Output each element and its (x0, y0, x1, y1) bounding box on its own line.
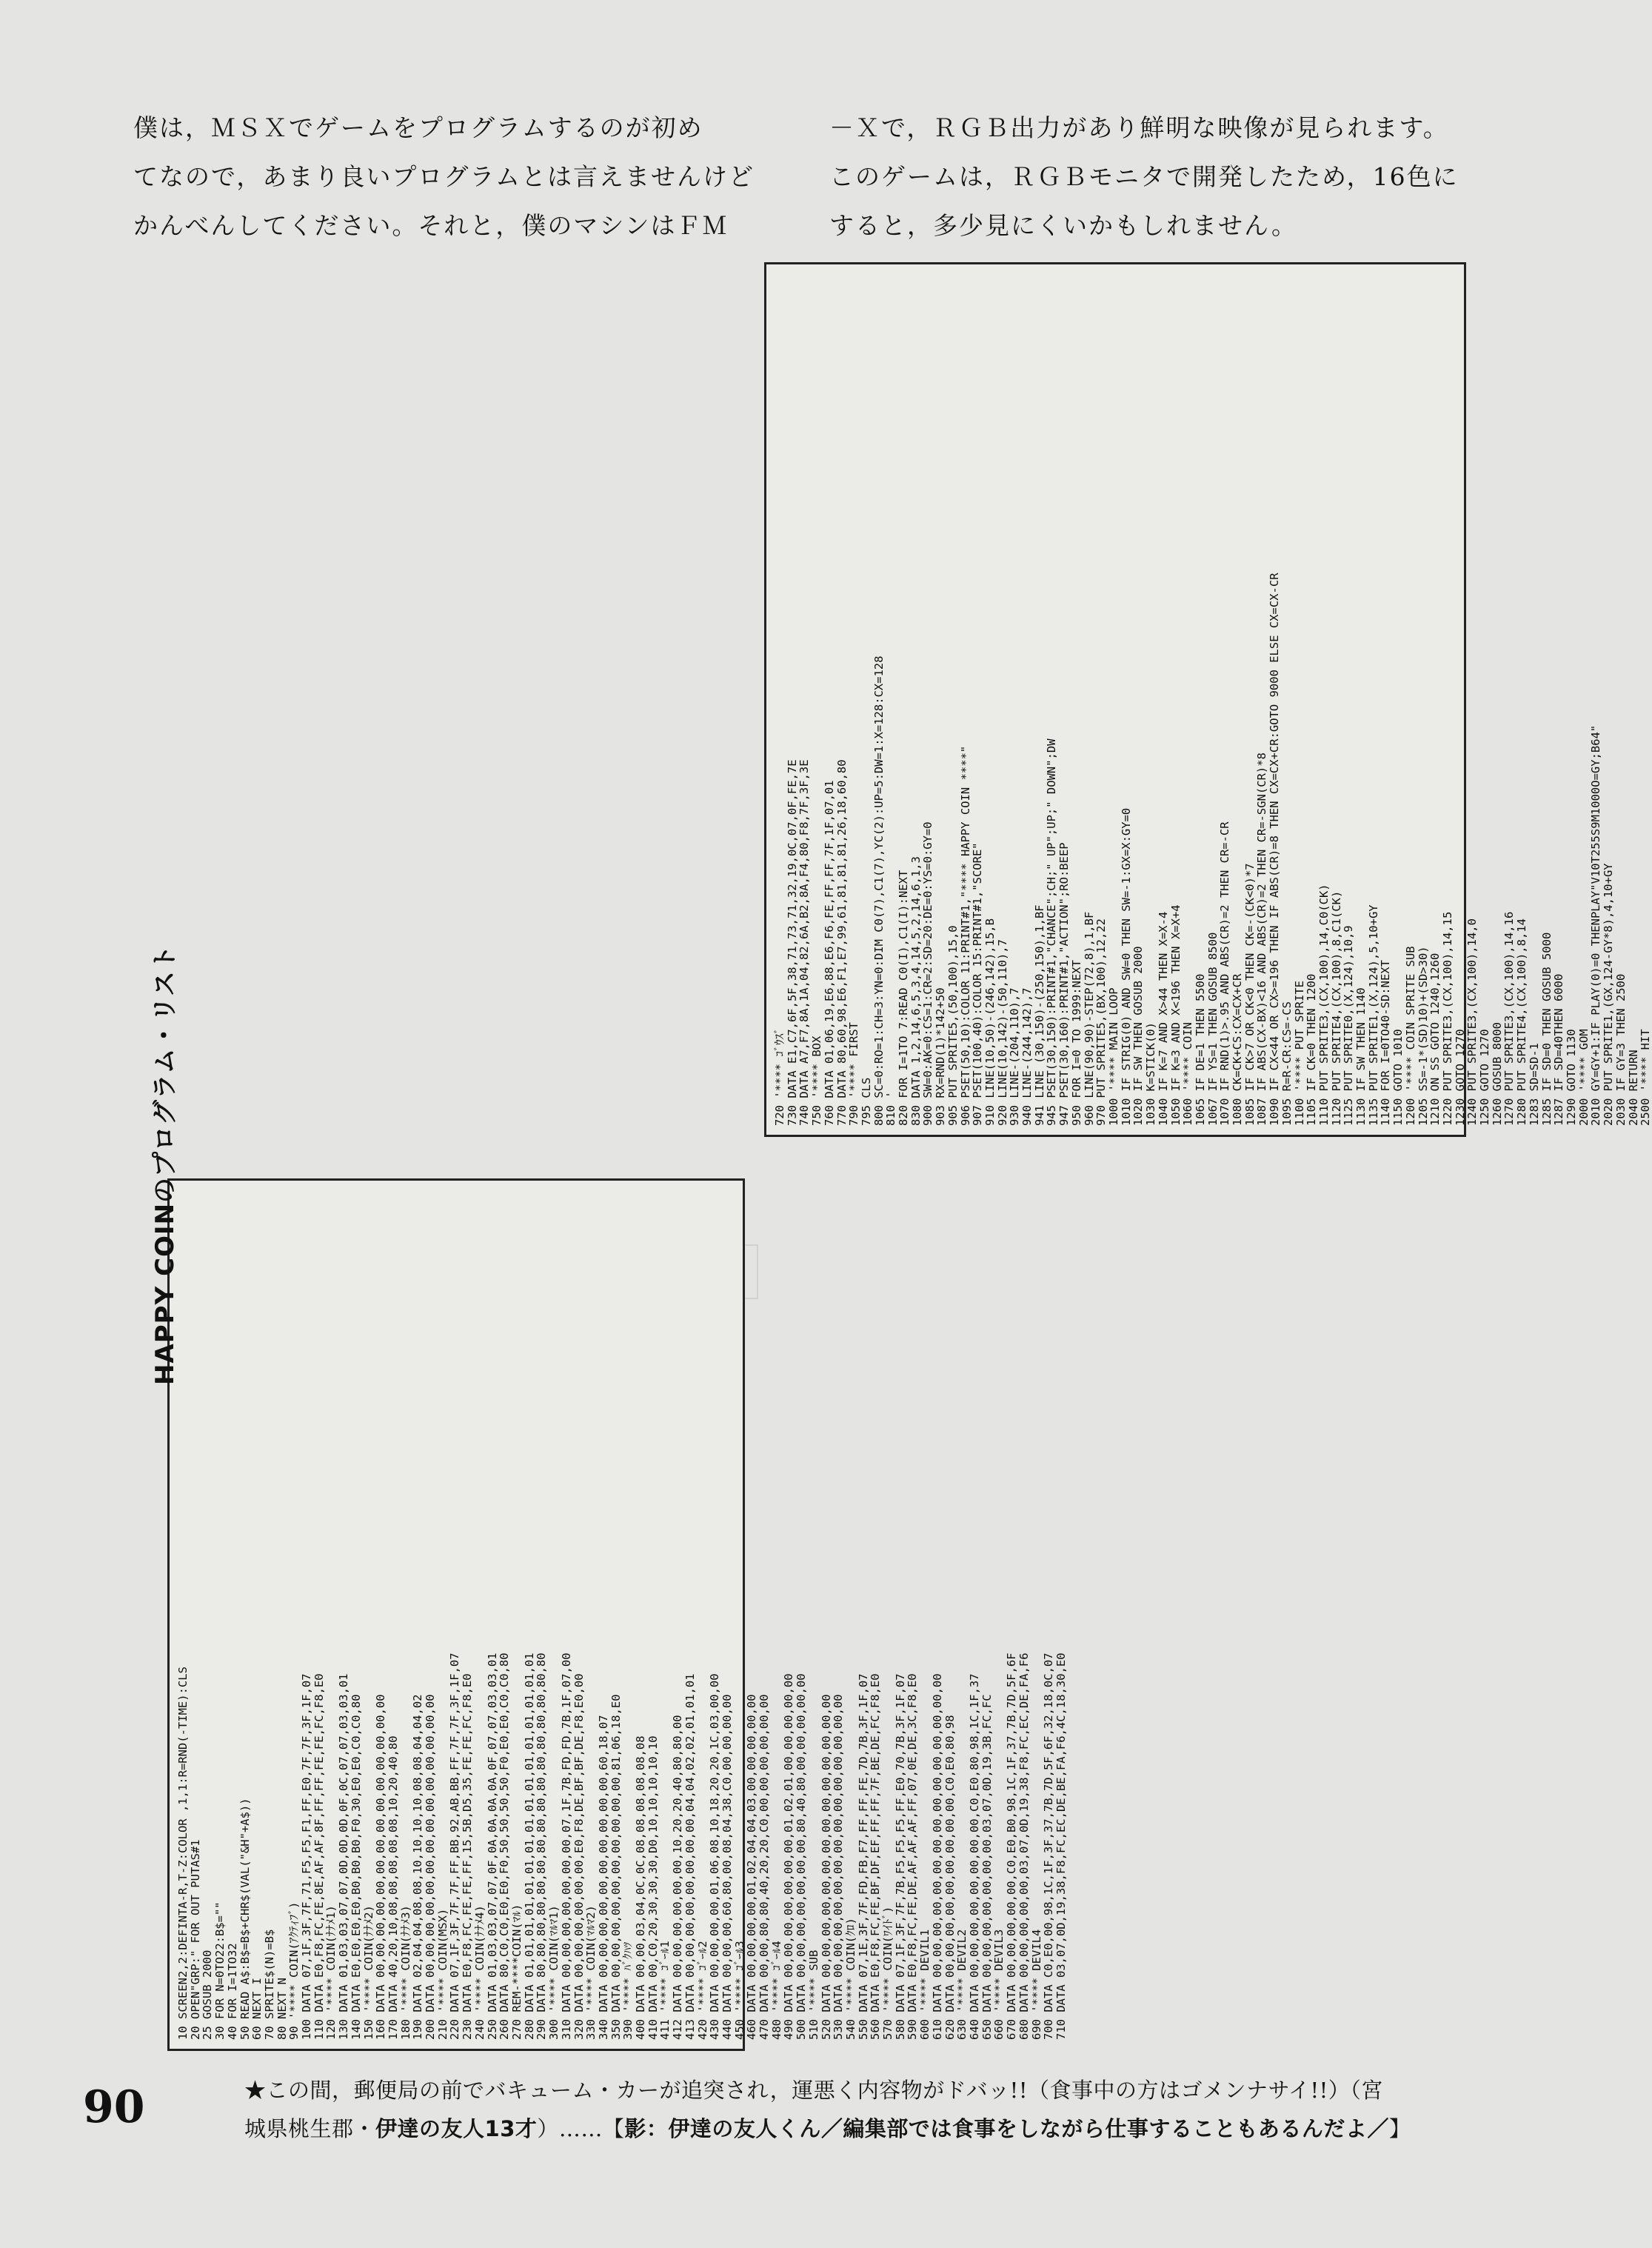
code-line: 550 DATA 07,1E,3F,7F,FD,FB,F7,FF,FF,FE,7D,7B,3F,1F,07 (856, 1673, 870, 2040)
code-line: 1250 GOTO 1270 (1478, 1029, 1492, 1126)
code-line: 2000 '**** GOM (1576, 1029, 1591, 1126)
code-line: 250 DATA 01,03,03,07,07,0F,0A,0A,0A,0A,0F,07,07,03,03,01 (485, 1652, 499, 2040)
code-line: 947 PSET(30,160):PRINT#1,"ACTION";RO:BEEP (1057, 842, 1071, 1126)
code-line: 310 DATA 00,00,00,00,00,00,00,07,1F,7B,FD,FD,7B,1F,07,00 (559, 1652, 573, 2040)
code-line: 1000 '**** MAIN LOOP (1106, 987, 1120, 1126)
code-line: 90 '**** COIN(ｱｸﾃｨﾌﾞ) (287, 1901, 301, 2040)
code-line: 520 DATA 00,00,00,00,00,00,00,00,00,00,00,00,00,00 (819, 1694, 833, 2040)
footer-bracket-close: 】 (1388, 2116, 1411, 2141)
code-line: 950 FOR I=0 TO 1999:NEXT (1069, 960, 1083, 1126)
code-line: 2040 RETURN (1626, 1050, 1640, 1126)
code-line: 640 DATA 00,00,00,00,00,00,00,00,C0,E0,80,98,1C,1F,37 (968, 1673, 981, 2040)
code-line: 1087 IF ABS(CX-BX)<16 AND ABS(CR)=2 THEN CR=-SGN(CR)*8 (1255, 753, 1269, 1126)
code-line: 1095 R=R-CR:CS=-CS (1280, 1001, 1294, 1126)
code-line: 240 '**** COIN(ﾅﾅﾒ4) (472, 1905, 486, 2040)
code-line: 760 DATA 01,06,19,E6,88,E6,F6,FE,FF,FF,7F,1F,07,01 (822, 780, 836, 1126)
code-line: 920 LINE(10,142)-(50,110),7 (995, 939, 1009, 1126)
code-line: 1030 K=STICK(0) (1144, 1022, 1158, 1126)
code-line: 1135 PUT SPRITE1,(X,124),5,10+GY (1366, 904, 1380, 1126)
code-line: 720 '**** ｺﾞｳｽﾞ (773, 1027, 786, 1126)
code-line: 412 DATA 00,00,00,00,00,00,10,20,20,40,80,80,00 (671, 1715, 685, 2040)
code-line: 1100 '**** PUT SPRITE (1292, 981, 1306, 1126)
code-line: 1150 GOTO 1010 (1391, 1029, 1405, 1126)
code-line: 30 FOR N=0TO22:B$="" (213, 1901, 227, 2040)
code-line: 1080 CK=CK+CS:CX=CX+CR (1231, 973, 1245, 1126)
code-line: 700 DATA C0,E0,00,98,1C,1F,3F,37,7B,7D,5F,6F,32,18,0C,07 (1042, 1652, 1056, 2040)
code-line: 20 OPEN"GRP:" FOR OUT PUTAS#1 (188, 1839, 202, 2040)
code-line: 790 '**** FIRST (847, 1022, 861, 1126)
code-line: 795 CLS (859, 1077, 873, 1126)
code-line: 600 '**** DEVIL1 (918, 1929, 932, 2040)
code-line: 180 '**** COIN(ﾅﾅﾒ3) (398, 1905, 412, 2040)
code-line: 530 DATA 00,00,00,00,00,00,00,00,00,00,00,00,00,00 (832, 1694, 846, 2040)
code-line: 1050 IF K=3 AND X<196 THEN X=X+4 (1168, 904, 1183, 1126)
code-line: 1200 '**** COIN SPRITE SUB (1403, 946, 1417, 1126)
code-line: 440 DATA 00,00,00,60,80,00,08,04,38,C0,00,00,00,00 (720, 1694, 734, 2040)
code-line: 340 DATA 00,00,00,00,00,00,00,00,00,00,60,18,07 (596, 1715, 610, 2040)
code-line: 770 DATA 80,60,98,E6,F1,E7,99,61,81,81,81,26,18,60,80 (835, 759, 849, 1126)
code-line: 660 '**** DEVIL3 (992, 1929, 1006, 2040)
code-line: 730 DATA E1,C7,6F,5F,38,71,73,71,32,19,0C,07,0F,FE,7E (785, 759, 799, 1126)
code-line: 810 ' (884, 1091, 898, 1126)
code-line: 2010 GY=GY+1:IF PLAY(0)=0 THENPLAY"V10T255S9M1000O=GY;B64" (1589, 724, 1603, 1126)
code-line: 1140 FOR I=0TO40-SD:NEXT (1379, 960, 1393, 1126)
code-line: 590 DATA E0,F8,FC,FE,DE,AF,AF,AF,FF,07,0E,DE,3C,F8,E0 (906, 1673, 920, 2040)
code-line: 411 '**** ｺﾞｰﾙ1 (658, 1941, 672, 2040)
program-listing-box-left (167, 1178, 1068, 2051)
code-line: 2500 '**** HIT (1639, 1029, 1652, 1126)
code-line: 930 LINE-(204,110),7 (1008, 987, 1022, 1126)
code-line: 960 LINE(90,90)-STEP(72,8),1,BF (1082, 911, 1096, 1126)
code-line: 907 PSET(100,40):COLOR 15:PRINT#1,"SCORE" (971, 842, 985, 1126)
code-line: 900 SW=0:AK=0:CS=1:CR=2:SD=20:DE=0:YS=0:GY=0 (921, 821, 935, 1126)
code-line: 1110 PUT SPRITE3,(CX,100),14,C0(CK) (1317, 884, 1331, 1126)
code-line: 160 DATA 00,00,00,00,00,00,00,00,00,00,00,00,00,00 (374, 1694, 388, 2040)
code-line: 1240 PUT SPRITE3,(CX,100),14,0 (1465, 918, 1479, 1126)
code-line: 230 DATA E0,F8,FC,FE,FE,FF,15,5B,D5,35,FE,FE,FC,F8,E0 (461, 1673, 475, 2040)
page-number: 90 (83, 2081, 145, 2133)
code-line: 280 DATA 01,01,01,01,01,01,01,01,01,01,01,01,01,01,01,01 (522, 1652, 536, 2040)
code-line: 70 SPRITE$(N)=B$ (262, 1929, 276, 2040)
code-line: 1290 GOTO 1130 (1565, 1029, 1578, 1126)
code-line: 750 '**** BOX (810, 1035, 824, 1126)
footer-author: 伊達の友人13才 (375, 2116, 538, 2141)
program-listing-left (176, 1194, 1068, 2040)
code-line: 190 DATA 02,04,04,08,08,10,10,10,10,08,08,04,04,02 (411, 1694, 425, 2040)
code-line: 970 PUT SPRITE5,(BX,100),12,22 (1094, 918, 1108, 1126)
code-line: 1105 IF CK=0 THEN 1200 (1305, 973, 1319, 1126)
code-line: 470 DATA 00,00,80,80,40,20,20,C0,00,00,00,00,00,00 (758, 1694, 772, 2040)
intro-line: 僕は，ＭＳＸでゲームをプログラムするのが初め (133, 113, 703, 142)
code-line: 1220 PUT SPRITE3,(CX,100),14,15 (1440, 911, 1454, 1126)
code-line: 140 DATA E0,E0,E0,E0,B0,B0,B0,F0,30,E0,E0,C0,C0,80 (349, 1694, 363, 2040)
code-line: 710 DATA 03,07,0D,19,38,F8,FC,EC,DE,BE,FA,F6,4C,18,30,E0 (1054, 1652, 1068, 2040)
code-line: 1125 PUT SPRITE0,(X,124),10,9 (1342, 925, 1356, 1126)
footer-editor-comment: 影：伊達の友人くん／編集部では食事をしながら仕事することもあるんだよ／ (624, 2116, 1389, 2141)
code-line: 1283 SD=SD-1 (1527, 1043, 1541, 1126)
intro-line: すると，多少見にくいかもしれません。 (829, 211, 1297, 240)
listing-title: HAPPY COINのプログラム・リスト (150, 944, 180, 1385)
code-line: 320 DATA 00,00,00,00,00,00,E0,F8,DE,BF,BF,DE,F8,E0,00 (572, 1673, 586, 2040)
code-line: 10 SCREEN2,2:DEFINTA-R,T-Z:COLOR ,1,1:R=RND(-TIME):CLS (176, 1667, 190, 2040)
code-line: 1090 IF CX<44 OR CX>=196 THEN IF ABS(CR)=8 THEN CX=CX+CR:GOTO 9000 ELSE CX=CX-CR (1268, 573, 1282, 1126)
code-line: 910 LINE(10,50)-(246,142),15,B (983, 918, 997, 1126)
code-line: 580 DATA 07,1F,3F,7F,7B,F5,F5,F5,FF,E0,70,7B,3F,1F,07 (893, 1673, 907, 2040)
footer-bracket-open: ）……【 (537, 2116, 625, 2141)
code-line: 1020 IF SW THEN GOSUB 2000 (1131, 946, 1146, 1126)
code-line: 500 DATA 00,00,00,00,00,00,00,80,40,80,00,00,00,00,00 (795, 1673, 809, 2040)
code-line: 1210 ON SS GOTO 1240,1260 (1428, 953, 1442, 1126)
code-line: 490 DATA 00,00,00,00,00,00,00,01,02,01,00,00,00,00,00 (782, 1673, 796, 2040)
code-line: 1040 IF K=7 AND X>44 THEN X=X-4 (1156, 911, 1170, 1126)
code-line: 100 DATA 07,1F,3F,7F,71,F5,F5,F1,FF,E0,7F,7F,3F,1F,07 (300, 1673, 314, 2040)
code-line: 410 DATA 00,C0,20,30,30,30,D0,10,10,10,10,10 (646, 1735, 660, 2040)
code-line: 1065 IF DE=1 THEN 5500 (1193, 973, 1207, 1126)
code-line: 60 NEXT I (250, 1978, 264, 2040)
code-line: 906 PSET(50,10):COLOR 11:PRINT#1,"**** HAPPY COIN ****" (958, 745, 972, 1126)
code-line: 830 DATA 1,2,14,6,5,3,4,14,5,2,14,6,1,3 (909, 856, 923, 1126)
code-line: 80 NEXT N (275, 1978, 289, 2040)
code-line: 1070 IF RND(1)>.95 AND ABS(CR)=2 THEN CR=-CR (1218, 821, 1232, 1126)
code-line: 941 LINE (30,150)-(250,150),1,BF (1032, 904, 1046, 1126)
code-line: 220 DATA 07,1F,3F,7F,7F,FF,BB,92,AB,BB,FF,7F,7F,3F,1F,07 (448, 1652, 462, 2040)
code-line: 1287 IF SD=40THEN 6000 (1552, 973, 1566, 1126)
program-listing-right (773, 278, 1652, 1126)
intro-text-left (133, 104, 770, 250)
code-line: 110 DATA E0,F8,FC,FE,8E,AF,AF,8F,FF,FF,FE,FE,FC,F8,E0 (312, 1673, 326, 2040)
code-line: 1285 IF SD=0 THEN GOSUB 5000 (1539, 932, 1554, 1126)
program-listing-box-right (764, 262, 1652, 1137)
code-line: 800 SC=0:RO=1:CH=3:YN=0:DIM C0(7),C1(7),YC(2):UP=5:DW=1:X=128:CX=128 (872, 656, 886, 1126)
code-line: 390 '**** ﾊﾞｸﾊﾂ (621, 1941, 635, 2040)
code-line: 510 '**** SUB (806, 1950, 820, 2040)
code-line: 350 DATA 00,00,00,00,00,00,00,00,00,00,81,06,18,E0 (609, 1694, 623, 2040)
intro-line: －Ｘで，ＲＧＢ出力があり鮮明な映像が見られます。 (829, 113, 1449, 142)
code-line: 940 LINE-(244,142),7 (1020, 987, 1034, 1126)
code-line: 1085 IF CK>7 OR CK<0 THEN CK=-(CK<0)*7 (1243, 863, 1257, 1126)
code-line: 1230 GOTO 1270 (1453, 1029, 1467, 1126)
code-line: 2030 IF GY=3 THEN 2500 (1613, 973, 1628, 1126)
code-line: 420 '**** ｺﾞｰﾙ2 (695, 1941, 709, 2040)
code-line: 1205 SS=-1*(SD)10)+(SD>30) (1416, 946, 1430, 1126)
code-line: 610 DATA 00,00,00,00,00,00,00,00,00,00,00,00,00,00,00 (930, 1673, 944, 2040)
code-line: 460 DATA 00,00,00,00,01,02,04,04,03,00,00,00,00,00 (745, 1694, 759, 2040)
code-line: 413 DATA 00,00,00,00,00,00,00,00,04,04,02,02,01,01,01 (683, 1673, 697, 2040)
code-line: 945 PSET(30,150):PRINT#1,"CHANCE";CH;" UP";UP;" DOWN";DW (1045, 738, 1059, 1126)
code-line: 740 DATA A7,F7,8A,1A,04,82,6A,B2,8A,F4,80,F8,7F,3F,3E (797, 759, 812, 1126)
intro-line: このゲームは，ＲＧＢモニタで開発したため，16色に (829, 162, 1459, 191)
code-line: 680 DATA 00,00,00,00,00,03,07,0D,19,38,F8,FC,EC,DE,FA,F6 (1017, 1652, 1031, 2040)
code-line: 330 '**** COIN(ﾏﾙﾏ2) (584, 1905, 598, 2040)
code-line: 480 '**** ｺﾞｰﾙ4 (769, 1941, 783, 2040)
code-line: 540 '**** COIN(ｸﾛ) (843, 1918, 857, 2040)
code-line: 150 '**** COIN(ﾅﾅﾒ2) (361, 1905, 375, 2040)
code-line: 1280 PUT SPRITE4,(CX,100),8,14 (1515, 918, 1529, 1126)
code-line: 450 '**** ｺﾞｰﾙ3 (732, 1941, 746, 2040)
code-line: 903 RX=RND(1)*142+50 (934, 987, 948, 1126)
code-line: 820 FOR I=1TO 7:READ C0(I),C1(I):NEXT (897, 870, 911, 1126)
code-line: 40 FOR I=1TO32 (225, 1943, 239, 2040)
intro-text-right (829, 104, 1481, 250)
code-line: 570 '**** COIN(ﾜｲﾄﾞ) (881, 1906, 895, 2040)
code-line: 290 DATA 80,80,80,80,80,80,80,80,80,80,80,80,80,80,80,80 (535, 1652, 549, 2040)
code-line: 400 DATA 00,00,03,04,0C,0C,08,08,08,08,08,08 (634, 1735, 648, 2040)
code-line: 1067 IF YS=1 THEN GOSUB 8500 (1205, 932, 1220, 1126)
code-line: 210 '**** COIN(MSX) (435, 1908, 449, 2040)
code-line: 1120 PUT SPRITE4,(CX,100),8,C1(CK) (1329, 890, 1343, 1126)
code-line: 1270 PUT SPRITE3,(CX,100),14,16 (1502, 911, 1516, 1126)
code-line: 430 DATA 00,00,00,00,01,06,08,10,18,20,20,1C,03,00,00 (708, 1673, 722, 2040)
code-line: 120 '**** COIN(ﾅﾅﾒ1) (324, 1905, 338, 2040)
code-line: 1060 '**** COIN (1181, 1022, 1195, 1126)
code-line: 690 '**** DEVIL4 (1029, 1929, 1043, 2040)
code-line: 1010 IF STRIG(0) AND SW=0 THEN SW=-1:GX=X:GY=0 (1119, 807, 1133, 1126)
code-line: 2020 PUT SPRITE1,(GX,124-GY*8),4,10+GY (1602, 863, 1616, 1126)
intro-line: てなので，あまり良いプログラムとは言えませんけど (133, 162, 755, 191)
footer-address: 城県桃生郡・ (244, 2116, 376, 2141)
intro-line: かんべんしてください。それと，僕のマシンはＦＭ (133, 211, 729, 240)
code-line: 1260 GOSUB 8000 (1490, 1022, 1504, 1126)
code-line: 270 REM-****COIN(ﾏﾙ) (509, 1904, 524, 2040)
code-line: 650 DATA 00,00,00,00,00,00,00,03,07,0D,19,3B,FC,FC (980, 1694, 994, 2040)
footer-note-line-2 (244, 2112, 1411, 2143)
code-line: 130 DATA 01,03,03,07,07,0D,0D,0D,0F,0C,07,07,03,03,01 (337, 1673, 351, 2040)
code-line: 170 DATA 40,20,10,08,08,08,08,08,10,20,40,80 (386, 1735, 400, 2040)
footer-note-line-1: ★この間，郵便局の前でバキューム・カーが追突され，運悪く内容物がドバッ!!（食事中の方はゴメンナサイ!!）（宮 (244, 2078, 1383, 2103)
code-line: 630 '**** DEVIL2 (955, 1929, 969, 2040)
code-line: 200 DATA 00,00,00,00,00,00,00,00,00,00,00,00,00,00 (424, 1694, 438, 2040)
code-line: 25 GOSUB 2000 (201, 1950, 215, 2040)
code-line: 50 READ A$:B$=B$+CHR$(VAL("&H"+A$)) (238, 1798, 252, 2040)
code-line: 1130 IF SW THEN 1140 (1354, 987, 1368, 1126)
code-line: 300 '**** COIN(ﾏﾙﾏ1) (547, 1905, 561, 2040)
code-line: 560 DATA E0,F8,FC,FE,BF,DF,EF,FF,FF,7F,BE,DE,FC,F8,E0 (869, 1673, 883, 2040)
code-line: 670 DATA 00,00,00,00,00,C0,E0,B0,98,1C,1F,37,7B,7D,5F,6F (1005, 1652, 1019, 2040)
code-line: 260 DATA 80,C0,C0,E0,E0,F0,50,50,50,50,F0,E0,E0,C0,C0,80 (498, 1652, 512, 2040)
code-line: 620 DATA 00,00,00,00,00,00,00,00,00,C0,E0,80,98 (943, 1715, 957, 2040)
code-line: 905 PUT SPRITE5,(50,100),15,0 (946, 925, 960, 1126)
